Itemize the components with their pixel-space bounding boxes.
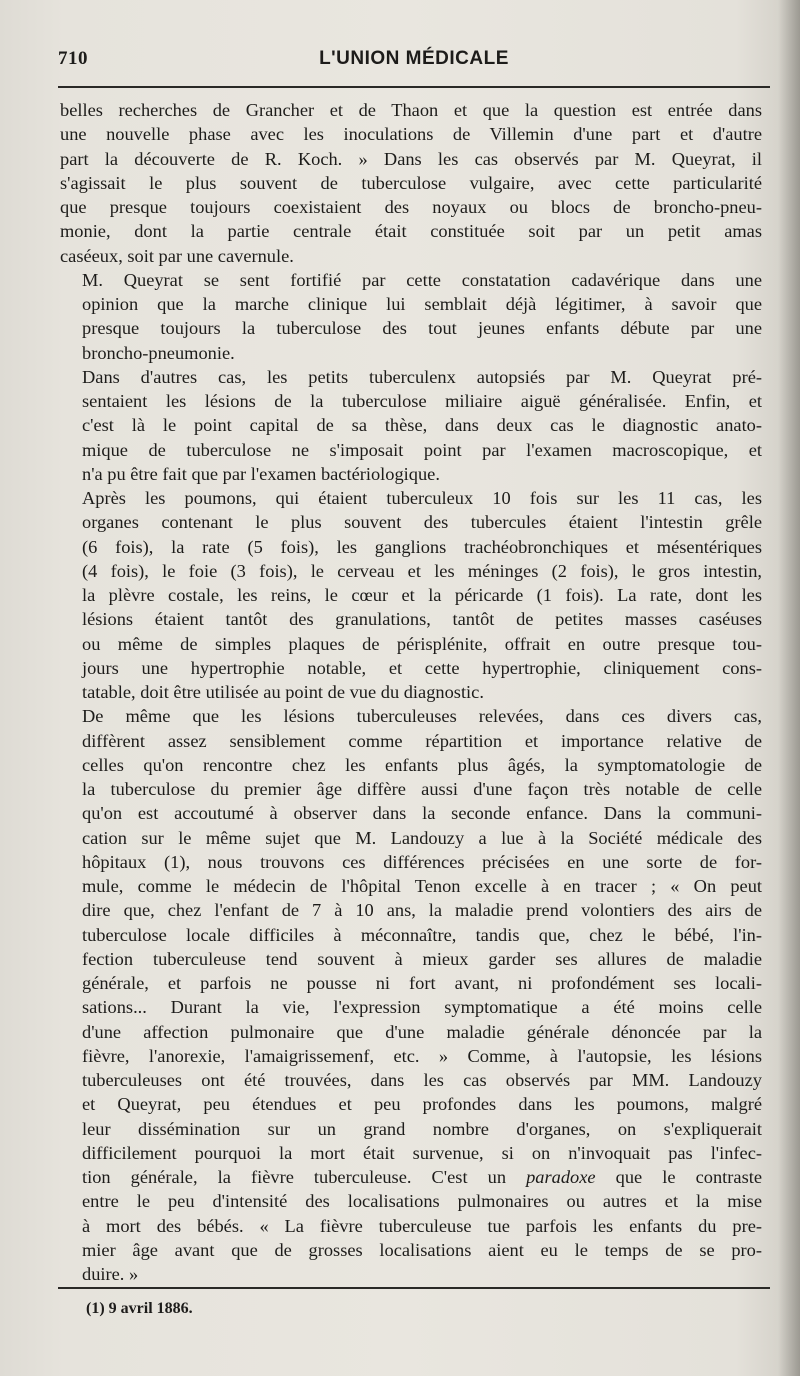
paragraph <box>60 365 762 486</box>
footnote-rule <box>58 1287 770 1289</box>
text-line: tion générale, la fièvre tuberculeuse. C'est un paradoxe que le contraste <box>82 1167 762 1187</box>
page-edge-shadow <box>778 0 800 1376</box>
text-line: la tuberculose du premier âge diffère aussi d'une façon très notable de celle <box>82 779 762 799</box>
text-line: mule, comme le médecin de l'hôpital Tenon excelle à en tracer ; « On peut <box>82 876 762 896</box>
paragraph <box>60 486 762 704</box>
text-line: difficilement pourquoi la mort était survenue, si on n'invoquait pas l'infec- <box>82 1142 762 1163</box>
text-line: leur dissémination sur un grand nombre d'organes, on s'expliquerait <box>82 1118 762 1139</box>
text-line: ou même de simples plaques de périsplénite, offrait en outre presque tou- <box>82 633 762 654</box>
text-line: s'agissait le plus souvent de tuberculose vulgaire, avec cette particularité <box>60 172 762 193</box>
text-line: (4 fois), le foie (3 fois), le cerveau et les méninges (2 fois), le gros intestin, <box>82 560 762 581</box>
page-header <box>58 48 770 78</box>
page-number: 710 <box>58 48 88 69</box>
text-line: tuberculose locale difficiles à méconnaître, tandis que, chez le bébé, l'in- <box>82 924 762 945</box>
text-line: c'est là le point capital de sa thèse, dans deux cas le diagnostic anato- <box>82 415 762 436</box>
text-line: que presque toujours coexistaient des noyaux ou blocs de broncho-pneu- <box>60 197 762 217</box>
text-line: tatable, doit être utilisée au point de vue du diagnostic. <box>82 682 484 702</box>
text-line: celles qu'on rencontre chez les enfants plus âgés, la symptomatologie de <box>82 754 762 775</box>
text-line: belles recherches de Grancher et de Thaon et que la question est entrée dans <box>60 100 762 120</box>
text-line: presque toujours la tuberculose des tout jeunes enfants débute par une <box>82 318 762 339</box>
text-line: diffèrent assez sensiblement comme répartition et importance relative de <box>82 730 762 751</box>
article-body <box>60 98 762 1286</box>
paragraph <box>60 704 762 1286</box>
text-line: monie, dont la partie centrale était constituée soit par un petit amas <box>60 221 762 242</box>
text-line: cation sur le même sujet que M. Landouzy a lue à la Société médicale des <box>82 827 762 848</box>
paragraph <box>60 98 762 268</box>
text-line: la plèvre costale, les reins, le cœur et la péricarde (1 fois). La rate, dont les <box>82 585 762 605</box>
footnote: (1) 9 avril 1886. <box>86 1300 193 1317</box>
text-line: fièvre, l'anorexie, l'amaigrissemenf, etc. » Comme, à l'autopsie, les lésions <box>82 1045 762 1066</box>
text-line: opinion que la marche clinique lui semblait déjà légitimer, à savoir que <box>82 294 762 314</box>
text-line: mier âge avant que de grosses localisations aient eu le temps de se pro- <box>82 1239 762 1260</box>
text-line: tuberculeuses ont été trouvées, dans les cas observés par MM. Landouzy <box>82 1070 762 1090</box>
text-line: caséeux, soit par une cavernule. <box>60 245 294 266</box>
text-line: sations... Durant la vie, l'expression symptomatique a été moins celle <box>82 997 762 1018</box>
text-line: Dans d'autres cas, les petits tuberculenx autopsiés par M. Queyrat pré- <box>82 366 762 387</box>
text-line: d'une affection pulmonaire que d'une maladie générale dénoncée par la <box>82 1021 762 1042</box>
text-line: une nouvelle phase avec les inoculations de Villemin d'une part et d'autre <box>60 124 762 145</box>
text-line: et Queyrat, peu étendues et peu profondes dans les poumons, malgré <box>82 1094 762 1115</box>
paragraph <box>60 268 762 365</box>
text-line: Après les poumons, qui étaient tuberculeux 10 fois sur les 11 cas, les <box>82 488 762 508</box>
text-line: fection tuberculeuse tend souvent à mieux garder ses allures de maladie <box>82 948 762 969</box>
running-title: L'UNION MÉDICALE <box>319 48 509 69</box>
text-line: entre le peu d'intensité des localisations pulmonaires ou autres et la mise <box>82 1191 762 1212</box>
text-line: lésions étaient tantôt des granulations, tantôt de petites masses caséuses <box>82 609 762 630</box>
text-line: n'a pu être fait que par l'examen bactériologique. <box>82 463 440 484</box>
text-line: qu'on est accoutumé à observer dans la seconde enfance. Dans la communi- <box>82 803 762 824</box>
text-line: jours une hypertrophie notable, et cette hypertrophie, cliniquement cons- <box>82 657 762 678</box>
text-line: organes contenant le plus souvent des tubercules étaient l'intestin grêle <box>82 512 762 533</box>
text-line: dire que, chez l'enfant de 7 à 10 ans, la maladie prend volontiers des airs de <box>82 900 762 921</box>
text-line: M. Queyrat se sent fortifié par cette constatation cadavérique dans une <box>82 269 762 290</box>
text-line: à mort des bébés. « La fièvre tuberculeuse tue parfois les enfants du pre- <box>82 1215 762 1236</box>
text-line: De même que les lésions tuberculeuses relevées, dans ces divers cas, <box>82 706 762 727</box>
text-line: hôpitaux (1), nous trouvons ces différences précisées en une sorte de for- <box>82 851 762 872</box>
text-line: mique de tuberculose ne s'imposait point par l'examen macroscopique, et <box>82 439 762 460</box>
header-rule <box>58 86 770 88</box>
text-line: sentaient les lésions de la tuberculose miliaire aiguë généralisée. Enfin, et <box>82 391 762 411</box>
text-line: part la découverte de R. Koch. » Dans les cas observés par M. Queyrat, il <box>60 148 762 169</box>
text-line: (6 fois), la rate (5 fois), les ganglions trachéobronchiques et mésentériques <box>82 536 762 557</box>
text-line: générale, et parfois ne pousse ni fort avant, ni profondément ses locali- <box>82 973 762 993</box>
text-line: duire. » <box>82 1264 139 1284</box>
text-line: broncho-pneumonie. <box>82 342 235 363</box>
